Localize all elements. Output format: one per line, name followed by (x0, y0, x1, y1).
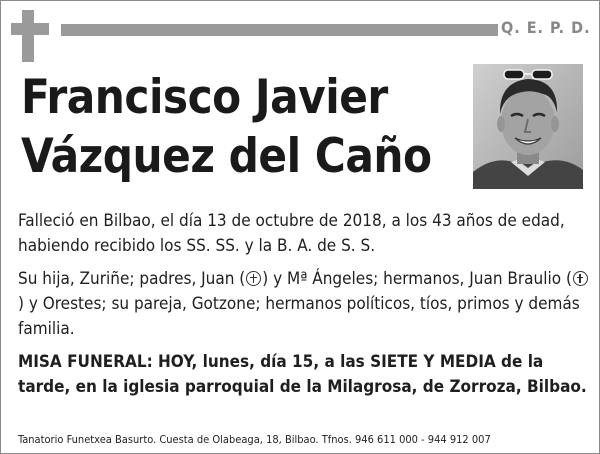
header-divider (61, 24, 498, 36)
family-mourners-text (18, 267, 590, 342)
circled-cross-icon (573, 271, 588, 286)
deceased-name-first: Francisco Javier (21, 70, 388, 125)
qepd-label: Q. E. P. D. (501, 18, 591, 37)
funeral-home-footer: Tanatorio Funetxea Basurto. Cuesta de Olabeaga, 18, Bilbao. Tfnos. 946 611 000 - 944 912 007 (18, 433, 491, 446)
circled-cross-icon (246, 271, 261, 286)
family-text-part3: ) y Orestes; su pareja, Gotzone; hermanos políticos, tíos, primos y demás familia. (18, 294, 580, 339)
deceased-name-surname: Vázquez del Caño (21, 129, 432, 184)
portrait-photo (473, 64, 583, 189)
funeral-mass-text: MISA FUNERAL: HOY, lunes, día 15, a las SIETE Y MEDIA de la tarde, en la iglesia parroquial de la Milagrosa, de Zorroza, Bilbao. (18, 352, 587, 397)
death-details-text: Falleció en Bilbao, el día 13 de octubre de 2018, a los 43 años de edad, habiendo recibido los SS. SS. y la B. A. de S. S. (18, 211, 565, 256)
family-text-part1: Su hija, Zuriñe; padres, Juan ( (18, 269, 246, 289)
family-text-part2: ) y Mª Ángeles; hermanos, Juan Braulio ( (262, 269, 572, 289)
